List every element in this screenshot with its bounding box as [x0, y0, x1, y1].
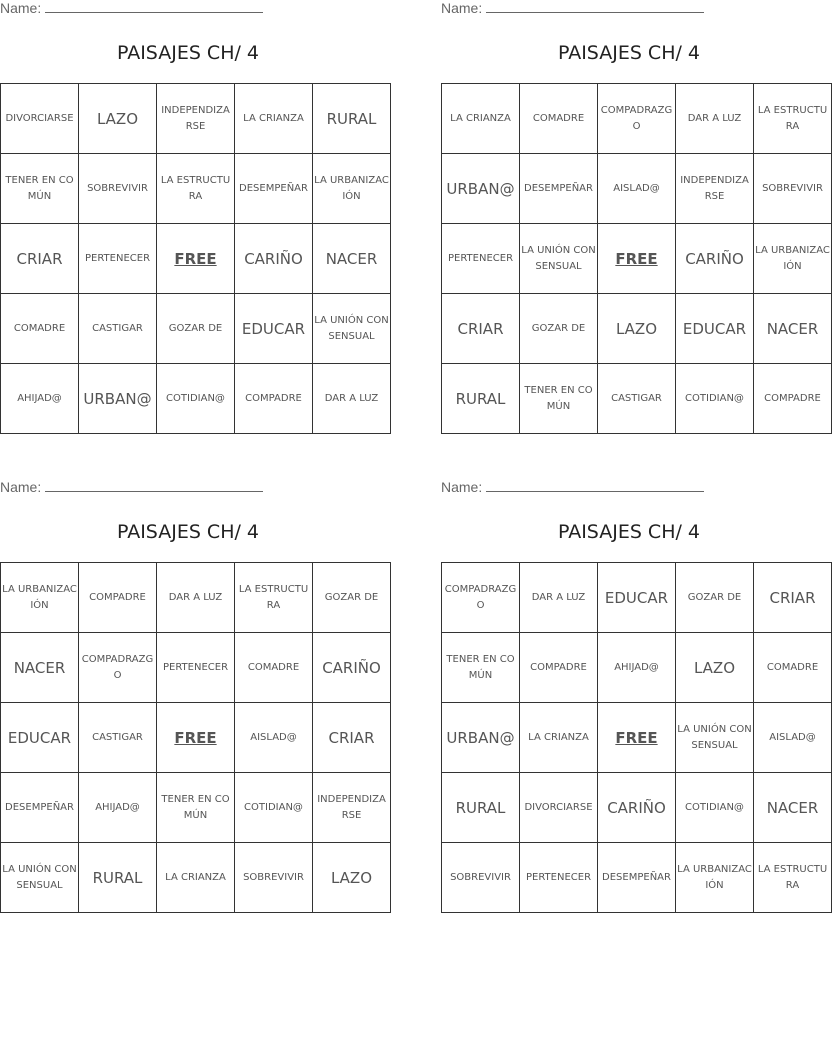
card-title: PAISAJES CH/ 4	[116, 42, 260, 64]
grid-row	[442, 563, 832, 633]
grid-row	[442, 294, 832, 364]
grid-row	[442, 703, 832, 773]
bingo-cell[interactable]: NACER	[1, 633, 79, 703]
grid-row	[1, 703, 391, 773]
grid-row	[1, 843, 391, 913]
bingo-cell[interactable]: COMADRE	[520, 84, 598, 154]
grid-row	[1, 84, 391, 154]
bingo-cell[interactable]: DESEMPEÑAR	[1, 773, 79, 843]
bingo-cell[interactable]: LA URBANIZACIÓN	[676, 843, 754, 913]
bingo-cell[interactable]: LA URBANIZACIÓN	[313, 154, 391, 224]
bingo-cell[interactable]: LAZO	[79, 84, 157, 154]
bingo-cell[interactable]: COTIDIAN@	[676, 773, 754, 843]
bingo-cell[interactable]: DAR A LUZ	[676, 84, 754, 154]
bingo-card-3	[0, 479, 386, 919]
bingo-grid	[441, 562, 832, 913]
bingo-card-4	[441, 479, 828, 919]
bingo-cell[interactable]: LAZO	[676, 633, 754, 703]
bingo-cell[interactable]: GOZAR DE	[157, 294, 235, 364]
grid-row	[442, 224, 832, 294]
bingo-cell[interactable]: COTIDIAN@	[676, 364, 754, 434]
bingo-cell[interactable]: CRIAR	[1, 224, 79, 294]
bingo-cell[interactable]: COMADRE	[235, 633, 313, 703]
bingo-cell[interactable]: LA ESTRUCTURA	[157, 154, 235, 224]
bingo-cell[interactable]: COMADRE	[1, 294, 79, 364]
bingo-cell[interactable]: RURAL	[79, 843, 157, 913]
bingo-cell[interactable]: AISLAD@	[754, 703, 832, 773]
bingo-cell[interactable]: NACER	[754, 773, 832, 843]
bingo-cell[interactable]: GOZAR DE	[520, 294, 598, 364]
grid-row	[1, 364, 391, 434]
name-field	[441, 0, 704, 20]
grid-row	[1, 154, 391, 224]
bingo-cell[interactable]: COMPADRE	[754, 364, 832, 434]
bingo-cell[interactable]: URBAN@	[442, 154, 520, 224]
bingo-cell[interactable]: LA UNIÓN CONSENSUAL	[676, 703, 754, 773]
bingo-cell[interactable]: CARIÑO	[676, 224, 754, 294]
bingo-cell[interactable]: SOBREVIVIR	[442, 843, 520, 913]
bingo-cell[interactable]: DESEMPEÑAR	[598, 843, 676, 913]
bingo-cell[interactable]: INDEPENDIZARSE	[157, 84, 235, 154]
free-space[interactable]: FREE	[157, 224, 235, 294]
name-field	[0, 0, 263, 20]
bingo-cell[interactable]: TENER EN COMÚN	[157, 773, 235, 843]
bingo-cell[interactable]: CASTIGAR	[79, 703, 157, 773]
bingo-cell[interactable]: DAR A LUZ	[157, 563, 235, 633]
bingo-cell[interactable]: CARIÑO	[235, 224, 313, 294]
name-label: Name:	[0, 0, 42, 16]
bingo-cell[interactable]: LAZO	[313, 843, 391, 913]
bingo-cell[interactable]: DESEMPEÑAR	[520, 154, 598, 224]
name-line[interactable]	[45, 479, 263, 492]
grid-row	[442, 633, 832, 703]
name-label: Name:	[441, 479, 483, 495]
bingo-grid	[0, 83, 391, 434]
bingo-cell[interactable]: LA ESTRUCTURA	[754, 84, 832, 154]
bingo-cell[interactable]: AISLAD@	[598, 154, 676, 224]
card-title: PAISAJES CH/ 4	[557, 521, 701, 543]
bingo-cell[interactable]: SOBREVIVIR	[754, 154, 832, 224]
bingo-cell[interactable]: COTIDIAN@	[235, 773, 313, 843]
bingo-cell[interactable]: DAR A LUZ	[520, 563, 598, 633]
bingo-cell[interactable]: DAR A LUZ	[313, 364, 391, 434]
name-field	[0, 479, 263, 499]
bingo-cell[interactable]: CRIAR	[754, 563, 832, 633]
grid-row	[1, 563, 391, 633]
bingo-cell[interactable]: COMPADRAZGO	[79, 633, 157, 703]
grid-row	[1, 773, 391, 843]
card-title: PAISAJES CH/ 4	[116, 521, 260, 543]
bingo-cell[interactable]: SOBREVIVIR	[235, 843, 313, 913]
bingo-cell[interactable]: EDUCAR	[235, 294, 313, 364]
bingo-cell[interactable]: NACER	[313, 224, 391, 294]
bingo-cell[interactable]: DESEMPEÑAR	[235, 154, 313, 224]
grid-row	[442, 154, 832, 224]
bingo-cell[interactable]: NACER	[754, 294, 832, 364]
bingo-cell[interactable]: LA CRIANZA	[520, 703, 598, 773]
bingo-cell[interactable]: LAZO	[598, 294, 676, 364]
free-space[interactable]: FREE	[598, 703, 676, 773]
grid-row	[1, 633, 391, 703]
bingo-cell[interactable]: LA UNIÓN CONSENSUAL	[520, 224, 598, 294]
card-title: PAISAJES CH/ 4	[557, 42, 701, 64]
bingo-grid	[0, 562, 391, 913]
bingo-cell[interactable]: CRIAR	[442, 294, 520, 364]
bingo-cell[interactable]: COMADRE	[754, 633, 832, 703]
name-line[interactable]	[486, 479, 704, 492]
bingo-cell[interactable]: COMPADRE	[79, 563, 157, 633]
name-line[interactable]	[45, 0, 263, 13]
bingo-cell[interactable]: RURAL	[442, 773, 520, 843]
bingo-cell[interactable]: AHIJAD@	[1, 364, 79, 434]
name-label: Name:	[0, 479, 42, 495]
name-line[interactable]	[486, 0, 704, 13]
bingo-cell[interactable]: PERTENECER	[79, 224, 157, 294]
grid-row	[442, 843, 832, 913]
grid-row	[442, 773, 832, 843]
bingo-cell[interactable]: PERTENECER	[520, 843, 598, 913]
bingo-card-1	[0, 0, 389, 440]
grid-row	[1, 224, 391, 294]
bingo-cell[interactable]: DIVORCIARSE	[520, 773, 598, 843]
bingo-cell[interactable]: INDEPENDIZARSE	[313, 773, 391, 843]
bingo-cell[interactable]: CRIAR	[313, 703, 391, 773]
bingo-cell[interactable]: PERTENECER	[442, 224, 520, 294]
bingo-cell[interactable]: COTIDIAN@	[157, 364, 235, 434]
bingo-cell[interactable]: CASTIGAR	[79, 294, 157, 364]
bingo-cell[interactable]: LA ESTRUCTURA	[754, 843, 832, 913]
bingo-cell[interactable]: AISLAD@	[235, 703, 313, 773]
bingo-cell[interactable]: PERTENECER	[157, 633, 235, 703]
bingo-cell[interactable]: GOZAR DE	[313, 563, 391, 633]
bingo-cell[interactable]: AHIJAD@	[598, 633, 676, 703]
bingo-cell[interactable]: URBAN@	[442, 703, 520, 773]
bingo-cell[interactable]: RURAL	[313, 84, 391, 154]
bingo-cell[interactable]: GOZAR DE	[676, 563, 754, 633]
bingo-cell[interactable]: LA CRIANZA	[442, 84, 520, 154]
grid-row	[442, 84, 832, 154]
free-space[interactable]: FREE	[598, 224, 676, 294]
bingo-cell[interactable]: EDUCAR	[598, 563, 676, 633]
bingo-cell[interactable]: CARIÑO	[598, 773, 676, 843]
bingo-cell[interactable]: TENER EN COMÚN	[442, 633, 520, 703]
grid-row	[1, 294, 391, 364]
free-space[interactable]: FREE	[157, 703, 235, 773]
bingo-cell[interactable]: LA URBANIZACIÓN	[1, 563, 79, 633]
bingo-cell[interactable]: COMPADRAZGO	[598, 84, 676, 154]
bingo-grid	[441, 83, 832, 434]
bingo-cell[interactable]: COMPADRE	[520, 633, 598, 703]
bingo-cell[interactable]: TENER EN COMÚN	[520, 364, 598, 434]
bingo-cell[interactable]: URBAN@	[79, 364, 157, 434]
bingo-cell[interactable]: LA URBANIZACIÓN	[754, 224, 832, 294]
bingo-cell[interactable]: LA CRIANZA	[235, 84, 313, 154]
bingo-cell[interactable]: RURAL	[442, 364, 520, 434]
bingo-cell[interactable]: LA CRIANZA	[157, 843, 235, 913]
bingo-cell[interactable]: COMPADRAZGO	[442, 563, 520, 633]
bingo-cell[interactable]: CASTIGAR	[598, 364, 676, 434]
bingo-cell[interactable]: LA ESTRUCTURA	[235, 563, 313, 633]
bingo-cell[interactable]: EDUCAR	[1, 703, 79, 773]
name-label: Name:	[441, 0, 483, 16]
bingo-cell[interactable]: DIVORCIARSE	[1, 84, 79, 154]
bingo-cell[interactable]: LA UNIÓN CONSENSUAL	[1, 843, 79, 913]
bingo-card-2	[441, 0, 830, 440]
bingo-cell[interactable]: SOBREVIVIR	[79, 154, 157, 224]
bingo-cell[interactable]: CARIÑO	[313, 633, 391, 703]
bingo-cell[interactable]: COMPADRE	[235, 364, 313, 434]
bingo-cell[interactable]: AHIJAD@	[79, 773, 157, 843]
bingo-cell[interactable]: EDUCAR	[676, 294, 754, 364]
bingo-cell[interactable]: INDEPENDIZARSE	[676, 154, 754, 224]
bingo-cell[interactable]: TENER EN COMÚN	[1, 154, 79, 224]
grid-row	[442, 364, 832, 434]
name-field	[441, 479, 704, 499]
bingo-cell[interactable]: LA UNIÓN CONSENSUAL	[313, 294, 391, 364]
